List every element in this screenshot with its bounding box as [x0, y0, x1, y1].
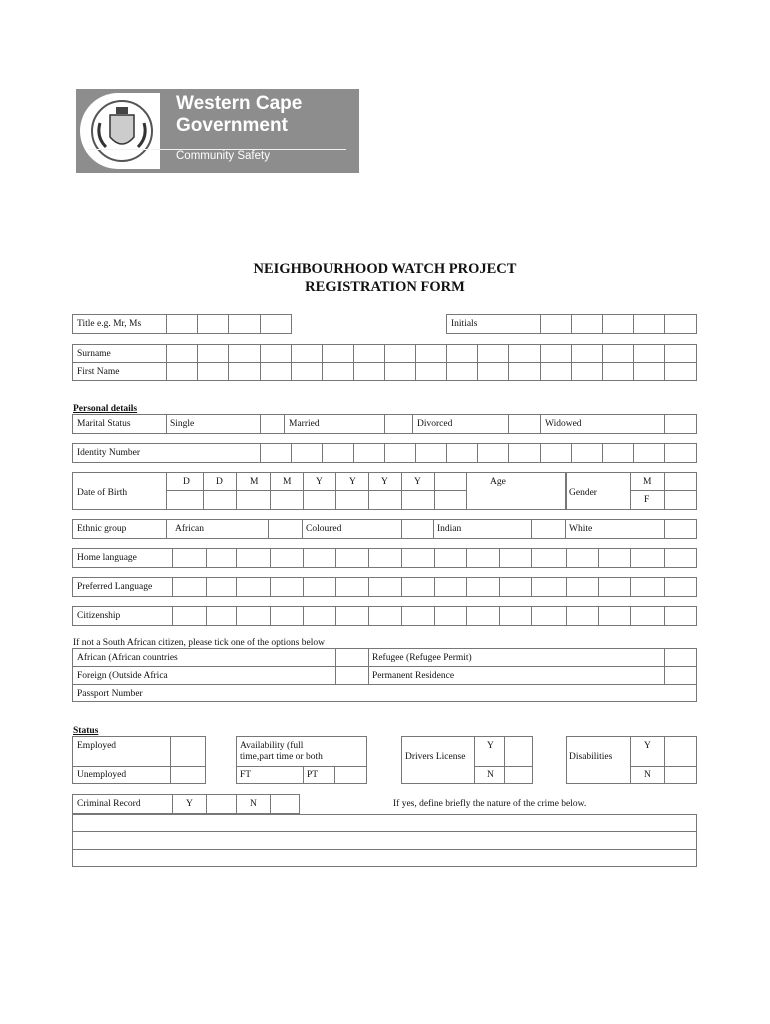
age-label: Age	[490, 477, 506, 487]
option-foreign: Foreign (Outside Africa	[77, 671, 168, 681]
drivers-license-no: N	[487, 770, 494, 780]
ethnic-option-indian: Indian	[437, 524, 462, 534]
divorced-checkbox[interactable]	[508, 414, 541, 434]
dob-format-day: D	[216, 477, 223, 487]
availability-label-line1: Availability (full	[240, 741, 304, 751]
initials-cell[interactable]	[571, 314, 603, 334]
drivers-license-label: Drivers License	[405, 752, 466, 762]
dob-field[interactable]	[166, 490, 466, 510]
indian-checkbox[interactable]	[531, 519, 566, 539]
part-time-label: PT	[307, 770, 319, 780]
surname-field[interactable]	[166, 344, 697, 362]
gender-option-m: M	[643, 477, 652, 487]
initials-cell[interactable]	[633, 314, 665, 334]
dob-format-year: Y	[414, 477, 421, 487]
drivers-license-no-checkbox[interactable]	[504, 766, 533, 784]
disabilities-yes-checkbox[interactable]	[664, 736, 697, 766]
dob-label: Date of Birth	[77, 488, 128, 498]
coat-of-arms-icon	[80, 93, 160, 169]
marital-option-divorced: Divorced	[417, 419, 453, 429]
criminal-record-yes: Y	[186, 799, 193, 809]
gender-label: Gender	[569, 488, 597, 498]
surname-label: Surname	[77, 349, 111, 359]
ethnic-option-coloured: Coloured	[306, 524, 342, 534]
white-checkbox[interactable]	[664, 519, 697, 539]
african-checkbox[interactable]	[268, 519, 303, 539]
dob-format-month: M	[283, 477, 292, 487]
firstname-label: First Name	[77, 367, 120, 377]
disabilities-yes: Y	[644, 741, 651, 751]
title-cell[interactable]	[228, 314, 261, 334]
full-time-label: FT	[240, 770, 252, 780]
option-refugee: Refugee (Refugee Permit)	[372, 653, 472, 663]
crime-description-note: If yes, define briefly the nature of the crime below.	[393, 799, 587, 809]
full-time-checkbox[interactable]	[270, 766, 303, 784]
title-cell[interactable]	[260, 314, 292, 334]
disabilities-no: N	[644, 770, 651, 780]
form-title: NEIGHBOURHOOD WATCH PROJECT	[253, 261, 517, 277]
ethnic-group-label: Ethnic group	[77, 524, 127, 534]
logo-line-1: Western Cape	[176, 93, 303, 114]
initials-cell[interactable]	[540, 314, 572, 334]
initials-label: Initials	[451, 319, 478, 329]
age-field[interactable]	[466, 472, 566, 510]
status-heading: Status	[73, 726, 99, 736]
disabilities-label: Disabilities	[569, 752, 613, 762]
coloured-checkbox[interactable]	[401, 519, 434, 539]
drivers-license-yes: Y	[487, 741, 494, 751]
dob-format-month: M	[250, 477, 259, 487]
dob-format-year: Y	[316, 477, 323, 487]
option-african-countries: African (African countries	[77, 653, 178, 663]
married-checkbox[interactable]	[384, 414, 413, 434]
marital-option-married: Married	[289, 419, 320, 429]
criminal-record-yes-checkbox[interactable]	[206, 794, 236, 814]
passport-number-label: Passport Number	[77, 689, 143, 699]
part-time-checkbox[interactable]	[334, 766, 367, 784]
disabilities-no-checkbox[interactable]	[664, 766, 697, 784]
gender-f-checkbox[interactable]	[664, 490, 697, 510]
firstname-field[interactable]	[166, 362, 697, 381]
dob-format-year: Y	[349, 477, 356, 487]
ethnic-option-african: African	[175, 524, 205, 534]
home-language-label: Home language	[77, 553, 137, 563]
african-countries-checkbox[interactable]	[335, 648, 368, 666]
employed-checkbox[interactable]	[170, 736, 206, 766]
initials-cell[interactable]	[664, 314, 697, 334]
identity-number-field[interactable]	[260, 443, 697, 463]
widowed-checkbox[interactable]	[664, 414, 697, 434]
criminal-record-no: N	[250, 799, 257, 809]
refugee-checkbox[interactable]	[664, 648, 697, 666]
preferred-language-label: Preferred Language	[77, 582, 153, 592]
identity-number-label: Identity Number	[77, 448, 141, 458]
marital-option-single: Single	[170, 419, 195, 429]
availability-label-line2: time,part time or both	[240, 752, 323, 762]
title-cell[interactable]	[197, 314, 229, 334]
foreign-checkbox[interactable]	[335, 666, 368, 684]
permanent-residence-checkbox[interactable]	[664, 666, 697, 684]
marital-option-widowed: Widowed	[545, 419, 582, 429]
crime-description-field[interactable]	[72, 814, 697, 867]
dob-format-day: D	[183, 477, 190, 487]
logo-line-3: Community Safety	[176, 150, 270, 162]
non-citizen-note: If not a South African citizen, please tick one of the options below	[73, 638, 325, 648]
title-label: Title e.g. Mr, Ms	[77, 319, 142, 329]
single-checkbox[interactable]	[260, 414, 285, 434]
criminal-record-label: Criminal Record	[77, 799, 141, 809]
criminal-record-no-checkbox[interactable]	[270, 794, 300, 814]
personal-details-heading: Personal details	[73, 404, 138, 414]
gender-option-f: F	[644, 495, 650, 505]
title-cell[interactable]	[166, 314, 198, 334]
drivers-license-yes-checkbox[interactable]	[504, 736, 533, 766]
gender-m-checkbox[interactable]	[664, 472, 697, 490]
employed-label: Employed	[77, 741, 117, 751]
form-subtitle: REGISTRATION FORM	[305, 279, 465, 295]
option-permanent-residence: Permanent Residence	[372, 671, 455, 681]
marital-status-label: Marital Status	[77, 419, 131, 429]
western-cape-government-logo	[76, 89, 359, 173]
logo-line-2: Government	[176, 115, 288, 136]
citizenship-label: Citizenship	[77, 611, 121, 621]
unemployed-checkbox[interactable]	[170, 766, 206, 784]
dob-format-year: Y	[381, 477, 388, 487]
unemployed-label: Unemployed	[77, 770, 127, 780]
passport-number-field[interactable]	[172, 684, 697, 702]
initials-cell[interactable]	[602, 314, 634, 334]
ethnic-option-white: White	[569, 524, 593, 534]
